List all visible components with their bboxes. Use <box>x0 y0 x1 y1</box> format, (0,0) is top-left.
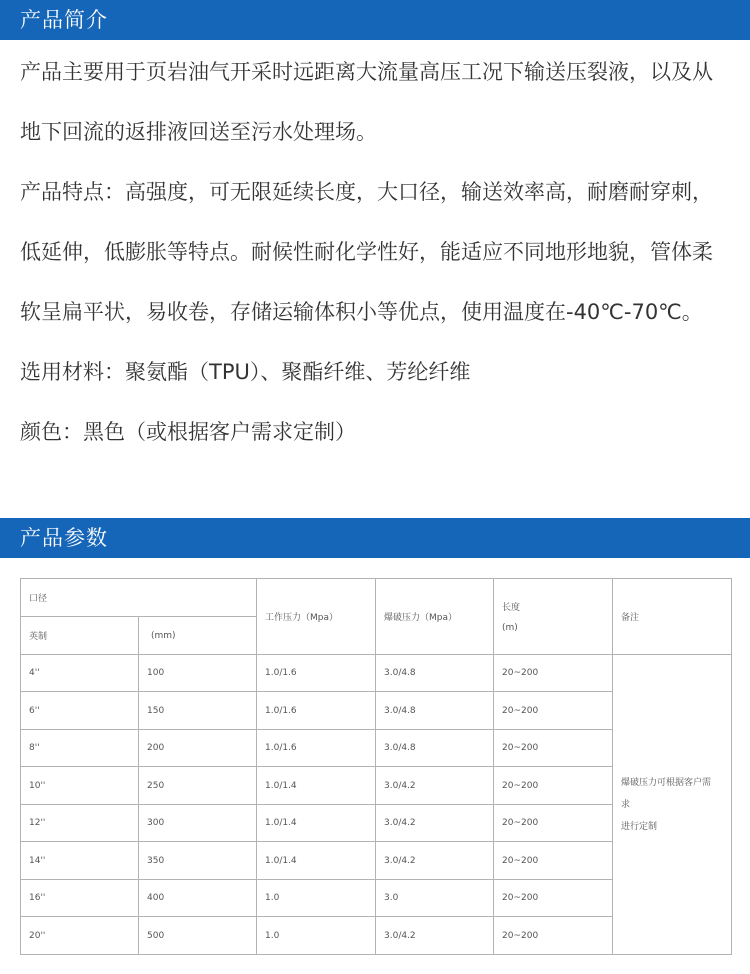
header-length-label: 长度 <box>502 603 521 613</box>
cell-working-pressure: 1.0 <box>257 917 376 955</box>
header-working-pressure: 工作压力（Mpa） <box>257 579 376 655</box>
cell-working-pressure: 1.0/1.6 <box>257 655 376 692</box>
cell-length: 20~200 <box>494 655 613 692</box>
cell-working-pressure: 1.0 <box>257 880 376 917</box>
cell-length: 20~200 <box>494 730 613 767</box>
cell-length: 20~200 <box>494 880 613 917</box>
cell-burst-pressure: 3.0 <box>376 880 494 917</box>
cell-mm: 500 <box>139 917 257 955</box>
cell-mm: 250 <box>139 767 257 805</box>
header-remark: 备注 <box>613 579 732 655</box>
remark-line-1: 爆破压力可根据客户需求 <box>621 777 712 810</box>
cell-mm: 150 <box>139 692 257 730</box>
cell-burst-pressure: 3.0/4.8 <box>376 692 494 730</box>
remark-line-2: 进行定制 <box>621 821 658 832</box>
header-imperial: 英制 <box>21 617 139 655</box>
cell-burst-pressure: 3.0/4.8 <box>376 655 494 692</box>
cell-inch: 16'' <box>21 880 139 917</box>
cell-length: 20~200 <box>494 692 613 730</box>
header-mm: (mm) <box>139 617 257 655</box>
section-header-product-intro <box>0 0 750 40</box>
cell-mm: 200 <box>139 730 257 767</box>
cell-working-pressure: 1.0/1.4 <box>257 767 376 805</box>
cell-inch: 4'' <box>21 655 139 692</box>
cell-length: 20~200 <box>494 917 613 955</box>
cell-length: 20~200 <box>494 805 613 842</box>
header-burst-pressure: 爆破压力（Mpa） <box>376 579 494 655</box>
product-intro <box>20 42 732 462</box>
cell-length: 20~200 <box>494 767 613 805</box>
intro-paragraph-color: 颜色：黑色（或根据客户需求定制） <box>20 420 356 444</box>
cell-working-pressure: 1.0/1.6 <box>257 692 376 730</box>
table-header-row <box>21 579 732 617</box>
cell-mm: 300 <box>139 805 257 842</box>
table-row <box>21 655 732 692</box>
cell-working-pressure: 1.0/1.4 <box>257 805 376 842</box>
cell-burst-pressure: 3.0/4.8 <box>376 730 494 767</box>
cell-length: 20~200 <box>494 842 613 880</box>
cell-inch: 8'' <box>21 730 139 767</box>
section-title: 产品参数 <box>20 526 108 550</box>
header-length <box>494 579 613 655</box>
header-length-unit: (m) <box>502 623 518 633</box>
cell-inch: 10'' <box>21 767 139 805</box>
params-table <box>20 578 732 955</box>
cell-mm: 400 <box>139 880 257 917</box>
cell-burst-pressure: 3.0/4.2 <box>376 842 494 880</box>
header-caliber: 口径 <box>21 579 257 617</box>
intro-paragraph-materials: 选用材料：聚氨酯（TPU）、聚酯纤维、芳纶纤维 <box>20 360 471 384</box>
cell-mm: 100 <box>139 655 257 692</box>
cell-burst-pressure: 3.0/4.2 <box>376 805 494 842</box>
cell-mm: 350 <box>139 842 257 880</box>
section-title: 产品简介 <box>20 8 108 32</box>
cell-burst-pressure: 3.0/4.2 <box>376 767 494 805</box>
section-header-product-params <box>0 518 750 558</box>
cell-inch: 6'' <box>21 692 139 730</box>
intro-paragraph-usage: 产品主要用于页岩油气开采时远距离大流量高压工况下输送压裂液，以及从地下回流的返排液回送至污水处理场。 <box>20 60 713 144</box>
cell-burst-pressure: 3.0/4.2 <box>376 917 494 955</box>
cell-working-pressure: 1.0/1.4 <box>257 842 376 880</box>
intro-paragraph-features: 产品特点：高强度，可无限延续长度，大口径，输送效率高，耐磨耐穿刺，低延伸，低膨胀等特点。耐候性耐化学性好，能适应不同地形地貌，管体柔软呈扁平状，易收卷，存储运输体积小等优点，使用温度在-40℃-70℃。 <box>20 180 713 324</box>
cell-inch: 20'' <box>21 917 139 955</box>
cell-inch: 12'' <box>21 805 139 842</box>
cell-working-pressure: 1.0/1.6 <box>257 730 376 767</box>
cell-inch: 14'' <box>21 842 139 880</box>
cell-remark <box>613 655 732 955</box>
